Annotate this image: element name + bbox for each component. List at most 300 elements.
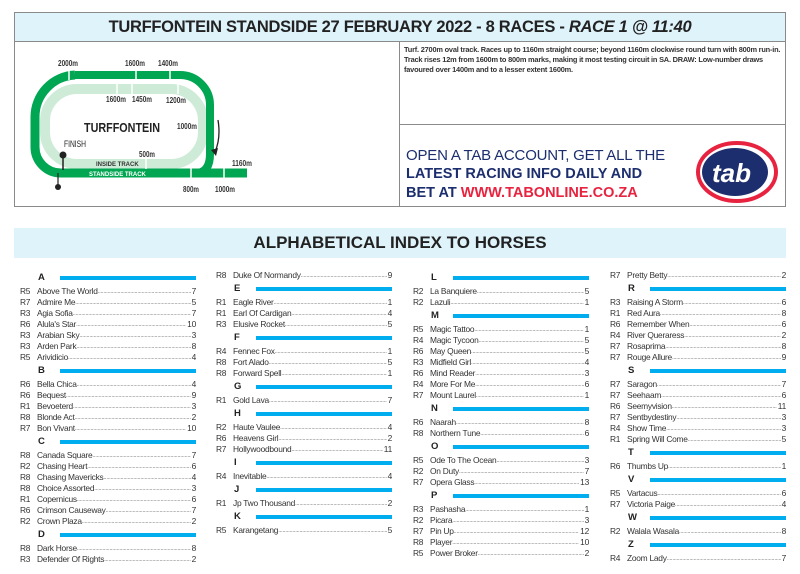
- letter-divider: [650, 451, 786, 455]
- letter-heading: [413, 308, 589, 324]
- page-number: 9: [781, 352, 786, 362]
- horse-name: Sentbydestiny: [627, 412, 677, 422]
- horse-name: Northern Tune: [430, 428, 481, 438]
- leader-dots: [672, 401, 777, 412]
- race-number: R8: [413, 428, 424, 438]
- letter-divider: [650, 516, 786, 520]
- page-number: 4: [387, 471, 392, 481]
- inside-track-label: INSIDE TRACK: [96, 162, 139, 168]
- letter-heading: [216, 330, 392, 346]
- horse-name: Seehaam: [627, 390, 662, 400]
- horse-entry: [20, 412, 196, 423]
- letter-label: D: [38, 529, 45, 540]
- page-number: 1: [584, 324, 589, 334]
- leader-dots: [683, 297, 781, 308]
- leader-dots: [665, 341, 780, 352]
- race-number: R1: [216, 395, 227, 405]
- letter-divider: [256, 412, 392, 416]
- page-number: 4: [781, 499, 786, 509]
- page-number: 1: [387, 346, 392, 356]
- race-number: R5: [413, 455, 424, 465]
- horse-name: Arividicio: [37, 352, 69, 362]
- leader-dots: [477, 286, 584, 297]
- page-number: 2: [191, 516, 196, 526]
- horse-entry: [413, 357, 589, 368]
- leader-dots: [291, 444, 382, 455]
- horse-entry: [610, 379, 786, 390]
- horse-entry: [413, 379, 589, 390]
- mark-inner-1000: 1000m: [177, 121, 198, 131]
- horse-name: La Banquiere: [430, 286, 477, 296]
- horse-entry: [216, 357, 392, 368]
- page-number: 8: [584, 417, 589, 427]
- page-number: 6: [781, 390, 786, 400]
- leader-dots: [106, 505, 191, 516]
- leader-dots: [676, 412, 780, 423]
- horse-name: Fennec Fox: [233, 346, 275, 356]
- index-column-2: [216, 270, 392, 536]
- letter-heading: [413, 270, 589, 286]
- mark-inner-500: 500m: [139, 149, 156, 159]
- horse-entry: [20, 286, 196, 297]
- letter-heading: [610, 472, 786, 488]
- horse-entry: [20, 494, 196, 505]
- race-number: R1: [20, 494, 31, 504]
- horse-name: Choice Assorted: [37, 483, 95, 493]
- letter-heading: [20, 527, 196, 543]
- letter-heading: [610, 537, 786, 553]
- race-number: R5: [610, 488, 621, 498]
- page-number: 1: [584, 504, 589, 514]
- horse-entry: [20, 341, 196, 352]
- letter-divider: [453, 494, 589, 498]
- horse-entry: [413, 324, 589, 335]
- ad-bet-at: BET AT: [406, 185, 461, 201]
- leader-dots: [666, 423, 780, 434]
- page-number: 2: [781, 270, 786, 280]
- race-number: R7: [610, 390, 621, 400]
- horse-entry: [610, 499, 786, 510]
- letter-label: H: [234, 408, 241, 419]
- horse-name: Crown Plaza: [37, 516, 82, 526]
- race-number: R1: [20, 401, 31, 411]
- page-number: 7: [191, 505, 196, 515]
- race-number: R8: [20, 412, 31, 422]
- horse-entry: [20, 450, 196, 461]
- ad-line-3: [406, 185, 638, 201]
- race-number: R4: [610, 553, 621, 563]
- title-text: TURFFONTEIN STANDSIDE 27 FEBRUARY 2022 - 8 RACES -: [108, 18, 569, 36]
- page-number: 5: [584, 346, 589, 356]
- leader-dots: [668, 461, 781, 472]
- race-number: R7: [610, 352, 621, 362]
- leader-dots: [675, 499, 781, 510]
- race-number: R8: [216, 270, 227, 280]
- horse-entry: [20, 308, 196, 319]
- horse-entry: [216, 270, 392, 281]
- race-number: R5: [20, 286, 31, 296]
- race-number: R6: [20, 390, 31, 400]
- page-number: 7: [191, 308, 196, 318]
- race-number: R7: [610, 270, 621, 280]
- horse-name: Jp Two Thousand: [233, 498, 296, 508]
- horse-entry: [216, 319, 392, 330]
- race-number: R4: [413, 335, 424, 345]
- race-number: R7: [20, 423, 31, 433]
- horse-entry: [216, 498, 392, 509]
- horse-name: River Queraress: [627, 330, 685, 340]
- leader-dots: [77, 494, 191, 505]
- letter-label: C: [38, 436, 45, 447]
- race-number: R8: [20, 543, 31, 553]
- leader-dots: [452, 537, 579, 548]
- letter-label: B: [38, 365, 45, 376]
- race-number: R6: [20, 319, 31, 329]
- horse-name: Red Aura: [627, 308, 660, 318]
- horse-entry: [413, 428, 589, 439]
- leader-dots: [689, 319, 780, 330]
- leader-dots: [657, 379, 781, 390]
- race-number: R6: [610, 319, 621, 329]
- leader-dots: [475, 379, 583, 390]
- horse-entry: [20, 472, 196, 483]
- horse-name: Zoom Lady: [627, 553, 667, 563]
- mark-2000: 2000m: [58, 58, 79, 68]
- horse-name: Magic Tattoo: [430, 324, 475, 334]
- letter-label: R: [628, 283, 635, 294]
- horse-entry: [413, 286, 589, 297]
- letter-heading: [610, 281, 786, 297]
- race-number: R4: [216, 471, 227, 481]
- mark-800: 800m: [183, 184, 200, 194]
- leader-dots: [66, 390, 191, 401]
- horse-entry: [610, 352, 786, 363]
- horse-name: Copernicus: [37, 494, 77, 504]
- leader-dots: [75, 297, 190, 308]
- track-diagram: [15, 42, 399, 206]
- horse-entry: [216, 395, 392, 406]
- horse-name: May Queen: [430, 346, 472, 356]
- horse-name: Hollywoodbound: [233, 444, 292, 454]
- letter-label: I: [234, 457, 237, 468]
- index-column-3: [413, 270, 589, 559]
- letter-label: J: [234, 484, 240, 495]
- page-number: 4: [387, 422, 392, 432]
- page-number: 8: [191, 543, 196, 553]
- race-number: R6: [610, 461, 621, 471]
- page-number: 2: [584, 548, 589, 558]
- letter-divider: [453, 445, 589, 449]
- race-number: R3: [610, 297, 621, 307]
- letter-heading: [610, 445, 786, 461]
- leader-dots: [475, 368, 583, 379]
- horse-entry: [216, 471, 392, 482]
- page-number: 6: [584, 428, 589, 438]
- horse-name: Naarah: [430, 417, 456, 427]
- horse-name: Forward Spell: [233, 368, 282, 378]
- index-title: ALPHABETICAL INDEX TO HORSES: [14, 228, 786, 258]
- mark-1400: 1400m: [158, 58, 179, 68]
- horse-name: Lazuli: [430, 297, 451, 307]
- horse-name: Rosaprima: [627, 341, 666, 351]
- page-number: 3: [191, 483, 196, 493]
- horse-entry: [413, 455, 589, 466]
- letter-divider: [650, 287, 786, 291]
- page-number: 5: [387, 319, 392, 329]
- horse-entry: [610, 553, 786, 564]
- leader-dots: [280, 422, 386, 433]
- horse-entry: [216, 422, 392, 433]
- leader-dots: [476, 390, 584, 401]
- race-number: R6: [20, 505, 31, 515]
- horse-name: Heavens Girl: [233, 433, 279, 443]
- letter-label: P: [431, 490, 438, 501]
- horse-name: Canada Square: [37, 450, 93, 460]
- letter-label: K: [234, 511, 241, 522]
- letter-label: O: [431, 441, 439, 452]
- page-number: 8: [191, 341, 196, 351]
- race-number: R8: [20, 450, 31, 460]
- horse-entry: [610, 341, 786, 352]
- horse-entry: [20, 516, 196, 527]
- horse-name: Thumbs Up: [627, 461, 669, 471]
- horse-name: Pretty Betty: [627, 270, 668, 280]
- race-number: R1: [610, 434, 621, 444]
- leader-dots: [77, 379, 191, 390]
- horse-entry: [20, 379, 196, 390]
- leader-dots: [281, 368, 386, 379]
- leader-dots: [278, 525, 386, 536]
- horse-entry: [610, 308, 786, 319]
- horse-name: Bevoeterd: [37, 401, 73, 411]
- page-number: 10: [187, 319, 196, 329]
- leader-dots: [104, 554, 190, 565]
- page-number: 5: [781, 434, 786, 444]
- horse-entry: [20, 390, 196, 401]
- page-number: 7: [387, 395, 392, 405]
- race-number: R2: [413, 515, 424, 525]
- leader-dots: [75, 412, 191, 423]
- page-number: 6: [191, 461, 196, 471]
- horse-entry: [20, 543, 196, 554]
- leader-dots: [657, 488, 780, 499]
- horse-name: Eagle River: [233, 297, 274, 307]
- page-number: 9: [191, 390, 196, 400]
- leader-dots: [75, 423, 186, 434]
- horse-entry: [216, 368, 392, 379]
- page-number: 8: [781, 308, 786, 318]
- leader-dots: [474, 324, 583, 335]
- page-number: 3: [584, 368, 589, 378]
- horse-entry: [413, 537, 589, 548]
- leader-dots: [478, 548, 584, 559]
- page-number: 1: [781, 461, 786, 471]
- race-number: R7: [413, 390, 424, 400]
- ad-url-link[interactable]: WWW.TABONLINE.CO.ZA: [460, 185, 638, 201]
- race-number: R8: [216, 368, 227, 378]
- race-number: R7: [20, 297, 31, 307]
- race-number: R3: [216, 319, 227, 329]
- race-number: R6: [610, 401, 621, 411]
- leader-dots: [82, 516, 191, 527]
- horse-entry: [20, 505, 196, 516]
- horse-entry: [610, 270, 786, 281]
- race-title: [15, 13, 785, 42]
- horse-entry: [610, 434, 786, 445]
- svg-text:tab: tab: [712, 158, 751, 188]
- leader-dots: [76, 319, 186, 330]
- letter-heading: [413, 401, 589, 417]
- horse-name: Vartacus: [627, 488, 658, 498]
- horse-entry: [610, 488, 786, 499]
- page-number: 7: [191, 450, 196, 460]
- horse-name: Earl Of Cardigan: [233, 308, 292, 318]
- horse-entry: [216, 525, 392, 536]
- letter-label: A: [38, 272, 45, 283]
- horse-name: On Duty: [430, 466, 459, 476]
- horse-name: Spring Will Come: [627, 434, 688, 444]
- letter-label: N: [431, 403, 438, 414]
- race-number: R7: [413, 477, 424, 487]
- letter-heading: [20, 270, 196, 286]
- page-number: 2: [387, 498, 392, 508]
- horse-name: Bon Vivant: [37, 423, 75, 433]
- letter-label: V: [628, 474, 635, 485]
- letter-divider: [256, 488, 392, 492]
- horse-entry: [610, 319, 786, 330]
- race-number: R2: [610, 526, 621, 536]
- letter-label: M: [431, 310, 439, 321]
- letter-heading: [20, 363, 196, 379]
- page-number: 1: [387, 368, 392, 378]
- race-number: R3: [20, 554, 31, 564]
- page-number: 2: [191, 412, 196, 422]
- horse-name: Magic Tycoon: [430, 335, 479, 345]
- leader-dots: [266, 471, 386, 482]
- race-number: R5: [413, 548, 424, 558]
- horse-name: Arden Park: [37, 341, 77, 351]
- leader-dots: [275, 346, 387, 357]
- horse-name: Bequest: [37, 390, 66, 400]
- letter-heading: [216, 482, 392, 498]
- race-number: R3: [20, 308, 31, 318]
- horse-name: Blonde Act: [37, 412, 75, 422]
- leader-dots: [94, 483, 190, 494]
- race-number: R8: [413, 537, 424, 547]
- ad-line-1: OPEN A TAB ACCOUNT, GET ALL THE: [406, 147, 665, 164]
- horse-name: Saragon: [627, 379, 657, 389]
- race-number: R7: [216, 444, 227, 454]
- race-number: R1: [216, 308, 227, 318]
- letter-divider: [60, 369, 196, 373]
- leader-dots: [684, 330, 780, 341]
- horse-entry: [413, 477, 589, 488]
- page-number: 1: [584, 390, 589, 400]
- horse-entry: [20, 461, 196, 472]
- leader-dots: [278, 433, 386, 444]
- horse-name: Fort Alado: [233, 357, 269, 367]
- horse-name: Walala Wasala: [627, 526, 679, 536]
- race-number: R1: [216, 297, 227, 307]
- mark-1600: 1600m: [125, 58, 146, 68]
- horse-entry: [610, 423, 786, 434]
- leader-dots: [471, 346, 584, 357]
- horse-entry: [413, 548, 589, 559]
- page-number: 8: [781, 526, 786, 536]
- horse-name: Agia Sofia: [37, 308, 73, 318]
- race-number: R3: [20, 330, 31, 340]
- letter-heading: [610, 363, 786, 379]
- horse-name: Seemyvision: [627, 401, 672, 411]
- horse-entry: [413, 346, 589, 357]
- letter-heading: [610, 510, 786, 526]
- page-number: 11: [777, 401, 786, 411]
- mark-inner-1600: 1600m: [106, 94, 127, 104]
- page-number: 5: [584, 286, 589, 296]
- horse-name: Alula's Star: [37, 319, 77, 329]
- page-number: 1: [387, 297, 392, 307]
- leader-dots: [459, 466, 584, 477]
- track-name: TURFFONTEIN: [84, 120, 160, 135]
- leader-dots: [660, 308, 781, 319]
- leader-dots: [471, 357, 584, 368]
- race-number: R6: [216, 433, 227, 443]
- race-number: R3: [413, 504, 424, 514]
- letter-divider: [60, 440, 196, 444]
- horse-name: Pashasha: [430, 504, 466, 514]
- leader-dots: [73, 401, 191, 412]
- letter-label: W: [628, 512, 637, 523]
- leader-dots: [73, 308, 191, 319]
- horse-name: Inevitable: [233, 471, 267, 481]
- horse-name: Haute Vaulee: [233, 422, 281, 432]
- horse-entry: [413, 466, 589, 477]
- horse-name: Remember When: [627, 319, 690, 329]
- leader-dots: [480, 428, 583, 439]
- horse-name: Mount Laurel: [430, 390, 476, 400]
- letter-heading: [216, 406, 392, 422]
- horse-entry: [20, 352, 196, 363]
- letter-heading: [216, 509, 392, 525]
- horse-name: Opera Glass: [430, 477, 475, 487]
- leader-dots: [667, 553, 781, 564]
- page-number: 5: [584, 335, 589, 345]
- page-number: 6: [781, 297, 786, 307]
- letter-heading: [216, 281, 392, 297]
- horse-name: Crimson Causeway: [37, 505, 106, 515]
- race-number: R7: [413, 526, 424, 536]
- leader-dots: [688, 434, 781, 445]
- horse-name: Chasing Mavericks: [37, 472, 104, 482]
- race-header-panel: [14, 12, 786, 207]
- leader-dots: [679, 526, 781, 537]
- page-number: 13: [580, 477, 589, 487]
- race-number: R4: [413, 379, 424, 389]
- page-number: 10: [187, 423, 196, 433]
- horse-name: Picara: [430, 515, 453, 525]
- letter-divider: [453, 276, 589, 280]
- horse-name: Raising A Storm: [627, 297, 683, 307]
- race-number: R2: [413, 297, 424, 307]
- page-number: 9: [387, 270, 392, 280]
- leader-dots: [68, 352, 191, 363]
- letter-label: S: [628, 365, 635, 376]
- tab-advert[interactable]: [399, 125, 785, 206]
- leader-dots: [667, 270, 780, 281]
- letter-label: F: [234, 332, 240, 343]
- leader-dots: [295, 498, 387, 509]
- leader-dots: [450, 297, 583, 308]
